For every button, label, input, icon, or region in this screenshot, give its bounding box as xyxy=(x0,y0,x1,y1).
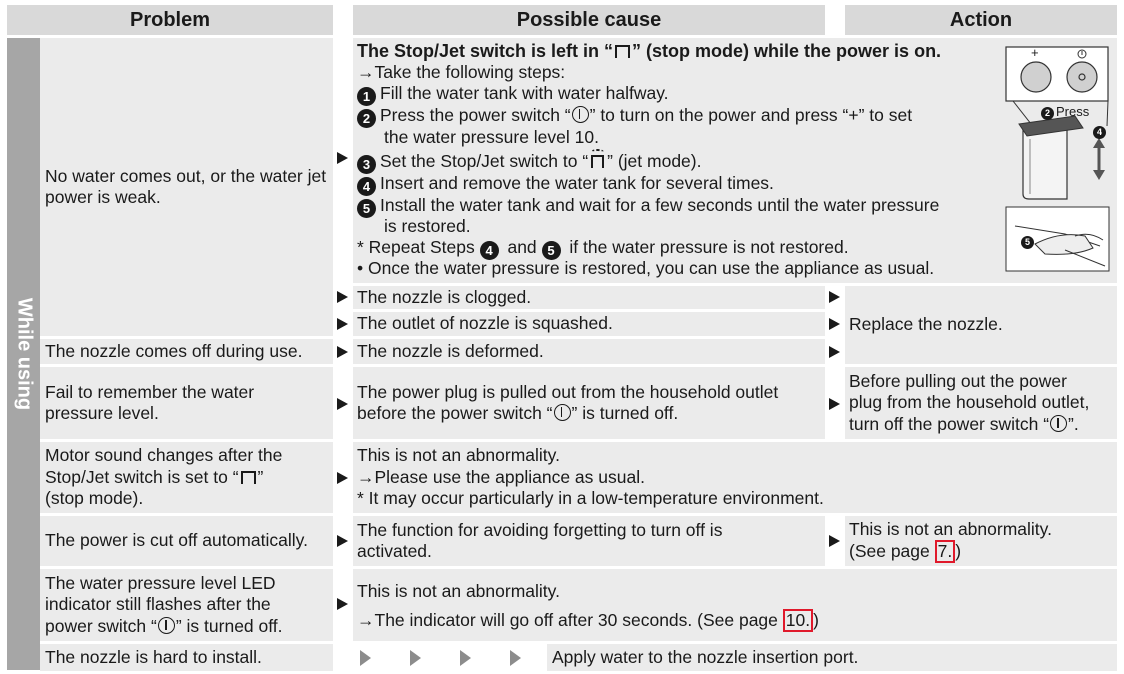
row1-step5 xyxy=(357,195,939,218)
row1-step5-cont: is restored. xyxy=(384,216,471,236)
row5-cause-cell xyxy=(353,516,825,566)
row5-cause-b: activated. xyxy=(357,541,432,561)
stop-mode-icon xyxy=(615,45,630,58)
row3-cause-b1: before the power switch “ xyxy=(357,403,553,423)
step4-text: Insert and remove the water tank for several times. xyxy=(380,173,774,193)
row7-action: Apply water to the nozzle insertion port. xyxy=(552,646,859,667)
row5-arrow xyxy=(337,535,348,547)
row3-arrow xyxy=(337,398,348,410)
row2-arrow3 xyxy=(337,346,348,358)
row4-problem-a: Motor sound changes after the xyxy=(45,445,283,466)
step5-text-a: Install the water tank and wait for a few seconds until the water pressure xyxy=(380,195,940,215)
step2-text-a: Press the power switch “ xyxy=(380,105,571,125)
row3-problem-cell xyxy=(40,367,333,439)
row2-action-arrow2 xyxy=(829,318,840,330)
illustration-install-tank xyxy=(1005,206,1110,272)
row6-arrow xyxy=(337,598,348,610)
row4-cause-c: * It may occur particularly in a low-temperature environment. xyxy=(357,488,824,509)
side-label: While using xyxy=(13,297,35,411)
row4-problem-b2: ” xyxy=(257,466,264,487)
row6-problem-a: The water pressure level LED xyxy=(45,572,276,593)
row6-cause-a: This is not an abnormality. xyxy=(357,581,560,601)
row2-problem: The nozzle comes off during use. xyxy=(45,340,303,361)
row3-cause-a: The power plug is pulled out from the household outlet xyxy=(357,381,779,402)
row1-title-b: ” (stop mode) while the power is on. xyxy=(632,41,942,61)
row1-arrow xyxy=(337,152,348,164)
row6-cause-b1: →The indicator will go off after 30 seconds. (See page xyxy=(357,610,778,630)
row3-problem-a: Fail to remember the water xyxy=(45,381,255,402)
illus-step5-number: 5 xyxy=(1021,236,1034,249)
illus-press-number: 2 xyxy=(1041,107,1054,120)
row2-arrow1 xyxy=(337,291,348,303)
row4-problem-b1: Stop/Jet switch is set to “ xyxy=(45,466,239,487)
note1-text-a: * Repeat Steps xyxy=(357,237,475,257)
row2-cause1: The nozzle is clogged. xyxy=(357,286,532,307)
step4-number: 4 xyxy=(357,177,376,196)
row4-cause-b: →Please use the appliance as usual. xyxy=(357,466,645,487)
action-header: Action xyxy=(845,5,1117,35)
step2-number: 2 xyxy=(357,109,376,128)
row6-problem-c1: power switch “ xyxy=(45,615,157,636)
row3-action-cell xyxy=(845,367,1117,439)
row4-arrow xyxy=(337,472,348,484)
power-icon xyxy=(554,404,571,421)
row2-cause3: The nozzle is deformed. xyxy=(357,340,544,361)
row1-cause-cell xyxy=(353,38,1117,283)
side-section-bar xyxy=(7,38,40,670)
row2-cause1-cell xyxy=(353,286,825,309)
row2-action-cell xyxy=(845,286,1117,364)
row6-problem-b: indicator still flashes after the xyxy=(45,594,271,615)
step3-number: 3 xyxy=(357,155,376,174)
row5-action-a: This is not an abnormality. xyxy=(849,518,1052,539)
illus-plus-label: + xyxy=(1031,45,1039,60)
row2-action: Replace the nozzle. xyxy=(849,314,1003,335)
row7-problem-cell xyxy=(40,644,333,671)
row3-cause-b2: ” is turned off. xyxy=(571,403,679,423)
row4-cause-a: This is not an abnormality. xyxy=(357,445,560,466)
row2-cause2: The outlet of nozzle is squashed. xyxy=(357,313,613,334)
row6-cause-b2: ) xyxy=(813,610,819,630)
illus-press-label xyxy=(1041,104,1089,120)
row2-cause2-cell xyxy=(353,312,825,336)
row7-arrow3 xyxy=(460,650,471,666)
row5-problem: The power is cut off automatically. xyxy=(45,530,308,551)
step1-number: 1 xyxy=(357,87,376,106)
row3-action-c2: ”. xyxy=(1068,413,1079,434)
row3-cause-b xyxy=(357,403,825,425)
row1-step1 xyxy=(357,83,669,106)
row1-step4 xyxy=(357,173,774,196)
row2-problem-cell xyxy=(40,339,333,364)
row2-action-arrow1 xyxy=(829,291,840,303)
row5-action-arrow xyxy=(829,535,840,547)
row3-problem-b: pressure level. xyxy=(45,403,159,423)
row3-cause-cell xyxy=(353,367,825,439)
row7-arrow4 xyxy=(510,650,521,666)
illus-step4-number: 4 xyxy=(1093,126,1106,139)
power-icon xyxy=(572,106,589,123)
row1-note1 xyxy=(357,237,849,260)
row5-cause-a: The function for avoiding forgetting to turn off is xyxy=(357,519,723,540)
row5-action-cell xyxy=(845,516,1117,566)
row2-arrow2 xyxy=(337,318,348,330)
power-icon xyxy=(158,617,175,634)
note1-num5: 5 xyxy=(542,241,561,260)
step2-text-b: ” to turn on the power and press “+” to set xyxy=(589,105,913,125)
row3-action-b: plug from the household outlet, xyxy=(849,392,1090,413)
row3-action-c1: turn off the power switch “ xyxy=(849,413,1050,434)
row4-problem-b xyxy=(45,467,333,489)
row2-cause3-cell xyxy=(353,339,825,364)
row5-action-b xyxy=(849,540,1117,563)
note1-num4: 4 xyxy=(480,241,499,260)
power-icon xyxy=(1050,415,1067,432)
note1-and: and xyxy=(507,237,537,257)
row1-step3 xyxy=(357,151,701,174)
row3-action-c xyxy=(849,414,1117,436)
row4-problem-c: (stop mode). xyxy=(45,488,144,509)
row2-action-arrow3 xyxy=(829,346,840,358)
page-ref-10-link[interactable]: 10. xyxy=(783,609,813,632)
step5-number: 5 xyxy=(357,199,376,218)
row1-intro: →Take the following steps: xyxy=(357,62,566,82)
step1-text: Fill the water tank with water halfway. xyxy=(380,83,669,103)
row6-cause-cell xyxy=(353,569,1117,641)
row7-arrow2 xyxy=(410,650,421,666)
row7-arrow1 xyxy=(360,650,371,666)
row4-problem-cell xyxy=(40,442,333,513)
step3-text-b: ” (jet mode). xyxy=(607,151,702,171)
row6-cause-b xyxy=(357,609,819,632)
cause-header: Possible cause xyxy=(353,5,825,35)
row1-step2-cont: the water pressure level 10. xyxy=(384,127,599,147)
illus-press-text: Press xyxy=(1056,104,1090,119)
page-ref-7-link[interactable]: 7. xyxy=(935,540,956,563)
row1-step2 xyxy=(357,105,912,128)
note1-text-b: if the water pressure is not restored. xyxy=(569,237,849,257)
row6-problem-cell xyxy=(40,569,333,641)
row3-action-arrow xyxy=(829,398,840,410)
row1-note2: • Once the water pressure is restored, you can use the appliance as usual. xyxy=(357,258,935,278)
row6-problem-c2: ” is turned off. xyxy=(175,615,283,636)
row1-cause-title xyxy=(357,41,941,63)
row3-action-a: Before pulling out the power xyxy=(849,370,1067,391)
row5-problem-cell xyxy=(40,516,333,566)
row5-action-b2: ) xyxy=(955,541,962,562)
row7-action-cell xyxy=(547,644,1117,671)
illus-step5-label xyxy=(1021,232,1034,250)
row4-cause-cell xyxy=(353,442,1117,513)
row1-problem: No water comes out, or the water jet power is weak. xyxy=(45,165,327,207)
problem-header: Problem xyxy=(7,5,333,35)
row1-title-a: The Stop/Jet switch is left in “ xyxy=(357,41,614,61)
row6-problem-c xyxy=(45,616,333,638)
illustration-control-panel xyxy=(1005,44,1110,200)
stop-mode-icon xyxy=(241,471,256,484)
jet-mode-icon xyxy=(591,155,604,168)
step3-text-a: Set the Stop/Jet switch to “ xyxy=(380,151,589,171)
illus-step4-label xyxy=(1093,122,1106,140)
row5-action-b1: (See page xyxy=(849,541,930,562)
row1-problem-cell xyxy=(40,38,333,336)
row7-problem: The nozzle is hard to install. xyxy=(45,646,262,667)
